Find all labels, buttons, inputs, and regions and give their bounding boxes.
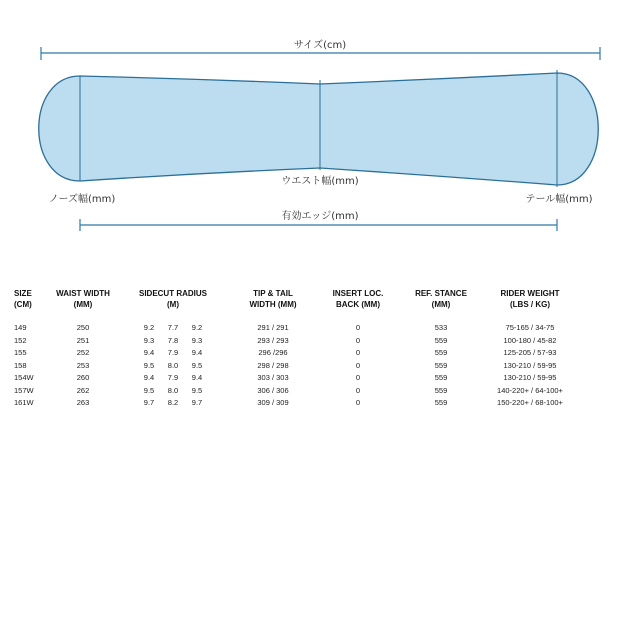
nose-label: ノーズ幅(mm)	[48, 194, 116, 205]
cell-waist-width: 260	[76, 373, 90, 382]
cell-sidecut-radius	[116, 347, 230, 360]
sidecut-value: 7.8	[167, 335, 179, 345]
cell-tip-tail-width: 293 / 293	[257, 335, 289, 345]
cell-sidecut-radius	[116, 360, 230, 373]
cell-insert-loc: 0	[355, 385, 361, 395]
cell-sidecut-radius	[116, 397, 230, 410]
cell-sidecut-radius	[116, 372, 230, 385]
cell-rider-weight: 150-220+ / 68-100+	[497, 398, 563, 407]
cell-rider-weight: 125-205 / 57-93	[503, 348, 557, 357]
cell-rider-weight: 140-220+ / 64-100+	[497, 385, 563, 395]
cell-tip-tail-width: 303 / 303	[257, 373, 289, 382]
sidecut-value: 8.2	[167, 398, 179, 407]
header-tip-tail-width: TIP & TAIL WIDTH (MM)	[249, 289, 297, 309]
table-row	[0, 372, 640, 385]
cell-waist-width: 262	[76, 385, 90, 395]
cell-waist-width: 263	[76, 398, 90, 407]
cell-ref-stance: 559	[434, 360, 448, 370]
table-header-row	[0, 288, 640, 322]
sidecut-value: 9.5	[191, 360, 203, 370]
cell-sidecut-radius	[116, 322, 230, 335]
header-size: SIZE (CM)	[14, 289, 32, 309]
table-row	[0, 335, 640, 348]
sidecut-value: 9.3	[191, 335, 203, 345]
cell-waist-width: 250	[76, 323, 90, 332]
cell-ref-stance: 559	[434, 385, 448, 395]
cell-insert-loc: 0	[355, 398, 361, 407]
cell-rider-weight: 130-210 / 59-95	[503, 360, 557, 370]
sidecut-value: 9.3	[143, 335, 155, 345]
cell-waist-width: 253	[76, 360, 90, 370]
sidecut-value: 8.0	[167, 360, 179, 370]
edge-label: 有効エッジ(mm)	[281, 211, 359, 222]
sidecut-value: 9.2	[143, 323, 155, 332]
cell-tip-tail-width: 298 / 298	[257, 360, 289, 370]
cell-tip-tail-width: 309 / 309	[257, 398, 289, 407]
cell-size: 155	[14, 348, 27, 357]
size-label: サイズ(cm)	[293, 40, 347, 51]
board-diagram	[0, 0, 640, 240]
cell-insert-loc: 0	[355, 335, 361, 345]
cell-tip-tail-width: 306 / 306	[257, 385, 289, 395]
cell-insert-loc: 0	[355, 360, 361, 370]
waist-label: ウエスト幅(mm)	[281, 176, 359, 187]
cell-sidecut-radius	[116, 335, 230, 348]
cell-rider-weight: 75-165 / 34-75	[505, 323, 555, 332]
table-row	[0, 385, 640, 398]
sidecut-value: 9.2	[191, 323, 203, 332]
cell-rider-weight: 100-180 / 45-82	[503, 335, 557, 345]
sidecut-value: 9.5	[143, 360, 155, 370]
cell-tip-tail-width: 296 /296	[258, 348, 288, 357]
sidecut-value: 8.0	[167, 385, 179, 395]
sidecut-value: 7.9	[167, 348, 179, 357]
cell-waist-width: 252	[76, 348, 90, 357]
sidecut-value: 7.7	[167, 323, 179, 332]
sidecut-value: 9.7	[143, 398, 155, 407]
tail-label: テール幅(mm)	[525, 194, 593, 205]
cell-sidecut-radius	[116, 385, 230, 398]
table-row	[0, 322, 640, 335]
cell-ref-stance: 533	[434, 323, 448, 332]
cell-size: 161W	[14, 398, 34, 407]
header-insert-loc: INSERT LOC. BACK (MM)	[332, 289, 384, 309]
sidecut-value: 9.5	[143, 385, 155, 395]
cell-ref-stance: 559	[434, 335, 448, 345]
sidecut-value: 9.5	[191, 385, 203, 395]
table-row	[0, 397, 640, 410]
table-row	[0, 360, 640, 373]
header-waist-width: WAIST WIDTH (MM)	[56, 289, 110, 309]
cell-size: 152	[14, 335, 27, 345]
cell-insert-loc: 0	[355, 323, 361, 332]
sidecut-value: 7.9	[167, 373, 179, 382]
cell-size: 149	[14, 323, 27, 332]
sidecut-value: 9.7	[191, 398, 203, 407]
cell-ref-stance: 559	[434, 348, 448, 357]
header-sidecut-radius: SIDECUT RADIUS (M)	[138, 289, 207, 309]
cell-size: 158	[14, 360, 27, 370]
header-ref-stance: REF. STANCE (MM)	[415, 289, 467, 309]
cell-rider-weight: 130-210 / 59-95	[503, 373, 557, 382]
snowboard-outline	[39, 73, 599, 185]
sidecut-value: 9.4	[143, 373, 155, 382]
cell-ref-stance: 559	[434, 373, 448, 382]
table-row	[0, 347, 640, 360]
cell-insert-loc: 0	[355, 348, 361, 357]
sidecut-value: 9.4	[191, 348, 203, 357]
cell-tip-tail-width: 291 / 291	[257, 323, 289, 332]
cell-ref-stance: 559	[434, 398, 448, 407]
spec-table	[0, 288, 640, 410]
sidecut-value: 9.4	[143, 348, 155, 357]
cell-size: 157W	[14, 385, 34, 395]
header-rider-weight: RIDER WEIGHT (LBS / KG)	[500, 289, 560, 309]
sidecut-value: 9.4	[191, 373, 203, 382]
cell-insert-loc: 0	[355, 373, 361, 382]
cell-size: 154W	[14, 373, 34, 382]
cell-waist-width: 251	[76, 335, 90, 345]
